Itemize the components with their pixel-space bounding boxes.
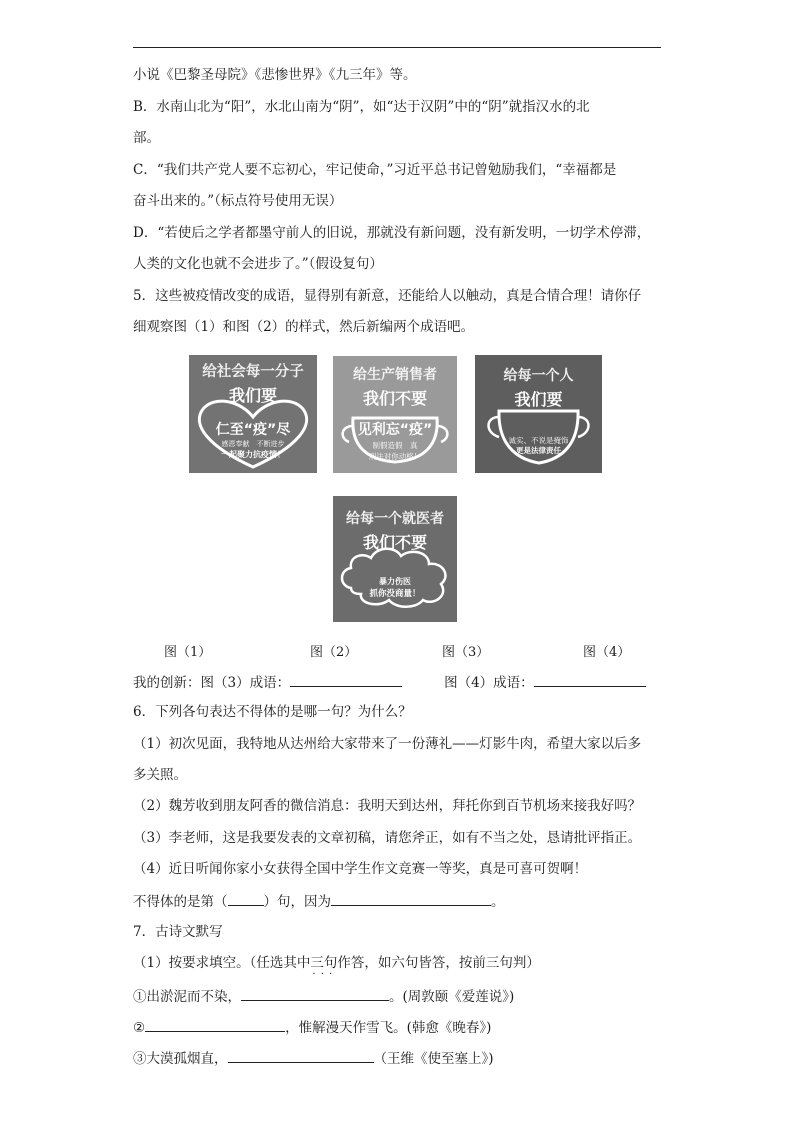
q6-sentence-3: （3）李老师，这是我要发表的文章初稿，请您斧正，如有不当之处，恳请批评指正。	[133, 830, 642, 846]
figure-3-poster	[475, 355, 602, 473]
q7-item-3-blank[interactable]	[228, 1048, 374, 1063]
q5-answer-row	[133, 672, 646, 692]
figure-3-main-text: 我们要	[514, 390, 563, 409]
figure-3-top-text: 给每一个人	[503, 368, 574, 384]
q7-instruction-emphasis: 三句 · · ·	[310, 955, 337, 971]
q6-answer-number-blank[interactable]	[228, 891, 264, 906]
figure-1-poster	[189, 355, 317, 473]
answer-label-figure-3: 我的创新：图（3）成语：	[133, 675, 291, 691]
q7-item-2	[133, 1017, 491, 1037]
answer-label-figure-4: 图（4）成语：	[444, 675, 534, 691]
q6-sentence-4: （4）近日听闻你家小女获得全国中学生作文竞赛一等奖，真是可喜可贺啊！	[133, 861, 588, 877]
q5-prompt-line1: 5．这些被疫情改变的成语，显得别有新意，还能给人以触动，真是合情合理！请你仔	[133, 288, 642, 304]
figure-2-small-text-2: 刑法对你动格！	[368, 452, 422, 461]
figure-4-small-text-2: 抓你没商量！	[369, 589, 421, 599]
figure-2-caption: 图（2）	[310, 645, 358, 660]
q6-answer-reason-blank[interactable]	[331, 891, 491, 906]
figure-1-caption: 图（1）	[164, 645, 212, 660]
header-rule	[133, 47, 661, 48]
q7-instruction-b: 作答，如六句皆答，按前三句判）	[337, 955, 540, 971]
figure-1-top-text: 给社会每一分子	[202, 364, 304, 380]
figure-2-small-text-1: 制假造假 真	[372, 441, 418, 450]
q7-item-3-suffix: （王维《使至塞上》)	[373, 1051, 494, 1067]
figure-4-poster	[333, 496, 457, 622]
q6-sentence-1-line1: （1）初次见面，我特地从达州给大家带来了一份薄礼——灯影牛肉，希望大家以后多	[133, 736, 642, 752]
figure-2-main-text: 我们不要	[362, 389, 427, 408]
q6-answer-prefix: 不得体的是第（	[133, 894, 228, 910]
q4-option-c-line2: 奋斗出来的。”（标点符号使用无误）	[133, 193, 343, 209]
figure-2-top-text: 给生产销售者	[353, 367, 437, 383]
figure-3-small-text-2: 更是法律责任	[516, 446, 561, 455]
figure-1-small-text-2: 一起聚力抗疫情！	[221, 450, 285, 459]
answer-blank-figure-4[interactable]	[534, 672, 646, 687]
q7-instruction	[133, 954, 540, 972]
q5-prompt-line2: 细观察图（1）和图（2）的样式，然后新编两个成语吧。	[133, 319, 475, 335]
q7-item-2-suffix: ，惟解漫天作雪飞。(韩愈《晚春》)	[285, 1020, 492, 1036]
q4-option-b-line2: 部。	[133, 130, 160, 146]
q7-item-1	[133, 986, 514, 1006]
q7-item-3	[133, 1048, 494, 1068]
figure-4-top-text: 给每一个就医者	[346, 511, 444, 527]
q4-option-c-line1: C．“我们共产党人要不忘初心，牢记使命，”习近平总书记曾勉励我们，“幸福都是	[133, 162, 617, 178]
q7-item-3-prefix: ③大漠孤烟直，	[133, 1051, 228, 1067]
q6-answer-middle: ）句，因为	[263, 894, 331, 910]
figure-3-caption: 图（3）	[442, 645, 490, 660]
q6-answer-row	[133, 891, 505, 911]
q6-answer-end: 。	[491, 894, 505, 910]
figure-1-idiom: 仁至“疫”尽	[215, 422, 291, 438]
q4-continued-line: 小说《巴黎圣母院》《悲惨世界》《九三年》等。	[133, 67, 417, 83]
figure-4-caption: 图（4）	[583, 645, 631, 660]
figure-4-main-text: 我们不要	[362, 533, 427, 552]
figure-3-small-text-1: 诚实、不说是掩饰	[508, 436, 569, 445]
q7-item-2-blank[interactable]	[145, 1017, 285, 1032]
q4-option-d-line2: 人类的文化也就不会进步了。”（假设复句）	[133, 256, 383, 272]
figure-4-small-text-1: 暴力伤医	[379, 577, 411, 586]
q7-item-2-prefix: ②	[133, 1020, 146, 1036]
q4-option-b-line1: B．水南山北为“阳”，水北山南为“阴”，如“达于汉阴”中的“阴”就指汉水的北	[133, 99, 590, 115]
q6-title: 6．下列各句表达不得体的是哪一句？为什么？	[133, 704, 412, 720]
q7-title: 7．古诗文默写	[133, 924, 223, 940]
q7-item-1-suffix: 。(周敦颐《爱莲说》)	[389, 989, 515, 1005]
answer-blank-figure-3[interactable]	[290, 672, 402, 687]
q6-sentence-1-line2: 多关照。	[133, 767, 187, 783]
figure-1-main-text: 我们要	[228, 386, 277, 405]
figure-2-idiom: 见利忘“疫”	[357, 422, 433, 438]
q7-item-1-prefix: ①出淤泥而不染，	[133, 989, 241, 1005]
figure-1-small-text-1: 感恩奉献 不断进步	[221, 440, 285, 448]
q4-option-d-line1: D．“若使后之学者都墨守前人的旧说，那就没有新问题，没有新发明，一切学术停滞，	[133, 225, 651, 241]
q7-item-1-blank[interactable]	[241, 986, 389, 1001]
q6-sentence-2: （2）魏芳收到朋友阿香的微信消息：我明天到达州，拜托你到百节机场来接我好吗？	[133, 798, 642, 814]
q7-instruction-a: （1）按要求填空。（任选其中	[133, 955, 311, 971]
figure-2-poster	[333, 356, 457, 473]
